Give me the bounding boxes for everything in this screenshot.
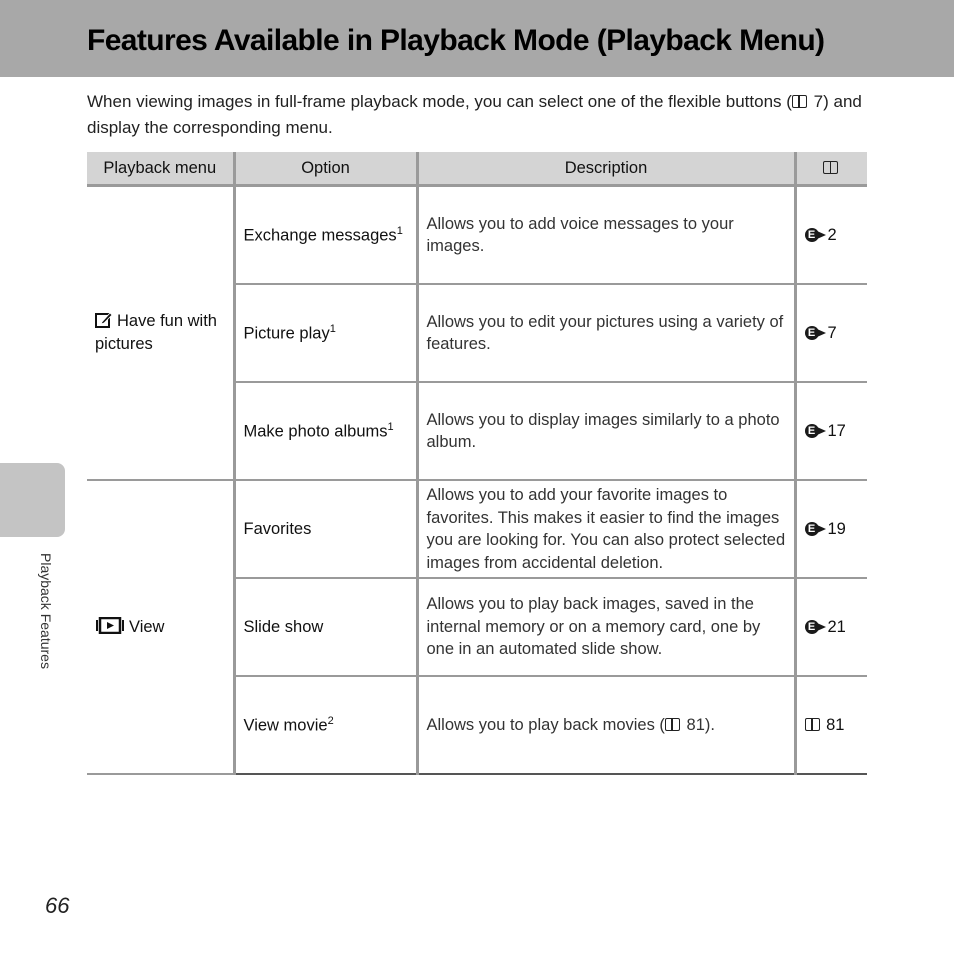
- reference-cell: [795, 186, 867, 285]
- page-number: 66: [45, 893, 70, 918]
- description-cell: Allows you to add voice messages to your images.: [417, 186, 795, 285]
- reference-page: 2: [827, 225, 837, 244]
- reference-cell: [795, 480, 867, 578]
- option-label: Picture play: [243, 324, 330, 343]
- option-cell: [234, 382, 417, 480]
- reference-page: 7: [827, 323, 837, 342]
- table-header-row: [87, 152, 867, 186]
- option-label: Slide show: [243, 617, 324, 636]
- option-cell: [234, 480, 417, 578]
- page-title: Features Available in Playback Mode (Playback Menu): [87, 24, 825, 57]
- description-text: ).: [704, 715, 715, 734]
- menu-cell-view: [87, 480, 234, 774]
- header-reference: [795, 152, 867, 186]
- reference-cell: [795, 578, 867, 676]
- option-label: View movie: [243, 716, 328, 735]
- option-cell: [234, 186, 417, 285]
- chapter-label: Playback Features: [38, 553, 54, 669]
- e-ref-icon: E: [805, 522, 827, 536]
- option-label: Favorites: [243, 519, 312, 538]
- book-icon: [805, 718, 820, 731]
- option-cell: [234, 284, 417, 382]
- description-cell: Allows you to add your favorite images to favorites. This makes it easier to find the images you are looking for. You can also protect selected images from accidental deletion.: [417, 480, 795, 578]
- description-cell: [417, 676, 795, 774]
- intro-text-2: ) and display the corresponding menu.: [87, 92, 862, 137]
- e-ref-icon: E: [805, 228, 827, 242]
- e-ref-icon: E: [805, 424, 827, 438]
- reference-cell: [795, 676, 867, 774]
- intro-text-1: When viewing images in full-frame playback mode, you can select one of the flexible buttons (: [87, 92, 792, 111]
- book-icon: [665, 718, 680, 731]
- option-label: Exchange messages: [243, 226, 397, 245]
- edit-icon: [95, 311, 113, 328]
- playback-menu-table: [87, 152, 867, 775]
- intro-paragraph: [87, 89, 877, 141]
- menu-label: Have fun with pictures: [95, 312, 217, 353]
- reference-page: 81: [821, 715, 845, 734]
- footnote-marker: 1: [396, 224, 403, 237]
- header-playback-menu: Playback menu: [87, 152, 234, 186]
- table-row: [87, 186, 867, 285]
- description-cell: Allows you to display images similarly to a photo album.: [417, 382, 795, 480]
- reference-page: 21: [827, 617, 846, 636]
- chapter-tab: [0, 463, 65, 537]
- e-ref-icon: E: [805, 326, 827, 340]
- description-cell: Allows you to edit your pictures using a variety of features.: [417, 284, 795, 382]
- option-cell: [234, 578, 417, 676]
- table-row: [87, 480, 867, 578]
- book-icon: [823, 161, 838, 174]
- option-label: Make photo albums: [243, 422, 388, 441]
- description-ref: 81: [681, 715, 705, 734]
- reference-cell: [795, 284, 867, 382]
- book-icon: [792, 95, 807, 108]
- menu-label: View: [129, 617, 165, 636]
- e-ref-icon: E: [805, 620, 827, 634]
- menu-cell-have-fun: [87, 186, 234, 481]
- reference-page: 19: [827, 519, 846, 538]
- footnote-marker: 2: [327, 714, 334, 727]
- description-text: Allows you to play back movies (: [426, 715, 665, 734]
- reference-page: 17: [827, 421, 846, 440]
- header-description: Description: [417, 152, 795, 186]
- playback-icon: [95, 617, 125, 634]
- footnote-marker: 1: [329, 322, 336, 335]
- option-cell: [234, 676, 417, 774]
- intro-ref: 7: [808, 92, 824, 111]
- header-option: Option: [234, 152, 417, 186]
- footnote-marker: 1: [387, 420, 394, 433]
- description-cell: Allows you to play back images, saved in the internal memory or on a memory card, one by one in an automated slide show.: [417, 578, 795, 676]
- reference-cell: [795, 382, 867, 480]
